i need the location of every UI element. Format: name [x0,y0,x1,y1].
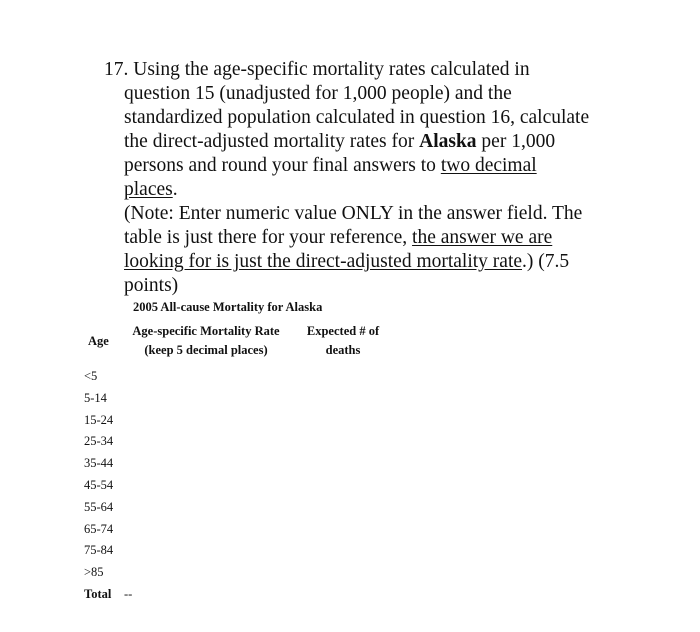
age-row-label: <5 [84,369,98,383]
note-line: (Note: Enter numeric value ONLY in the answer field. The [124,203,583,224]
question-text-segment: persons and round your final answers to [124,155,441,176]
age-row-label: 75-84 [84,543,114,558]
age-rows [84,366,133,606]
column-header-age: Age [88,334,109,348]
rounding-instruction-end: places [124,179,173,200]
age-row-label: 5-14 [84,390,107,405]
question-line: 17. Using the age-specific mortality rates calculated in [104,59,530,80]
total-row [84,584,133,606]
question-line [104,154,644,178]
question-line [104,130,644,154]
rounding-instruction: two decimal [440,155,537,176]
table-title: 2005 All-cause Mortality for Alaska [133,300,323,314]
column-header-rate [118,322,294,360]
question-line: standardized population calculated in question 16, calculate [124,107,590,128]
age-row-label: 55-64 [84,499,114,514]
age-row-label: >85 [84,565,104,580]
age-row-label: 65-74 [84,521,114,536]
column-header-expected-line: deaths [325,343,361,357]
note-line [104,250,644,274]
age-row-label: 35-44 [84,456,114,471]
age-row-label: 25-34 [84,434,114,449]
question-line: question 15 (unadjusted for 1,000 people) and the [124,83,512,104]
total-label: Total [84,586,112,601]
question-text [104,58,644,298]
column-header-expected-line: Expected # of [306,324,380,338]
age-row-label: 15-24 [84,412,114,427]
note-text-segment: table is just there for your reference, [124,227,413,248]
total-value: -- [124,586,133,601]
question-text-segment: . [172,179,178,200]
note-line: points) [124,275,179,296]
column-header-rate-line: Age-specific Mortality Rate [132,324,280,338]
note-text-segment: .) (7.5 [522,251,570,272]
question-text-segment: per 1,000 [476,131,556,152]
answer-emphasis-end: looking for is just the direct-adjusted mortality rate [124,251,523,272]
note-line [104,226,644,250]
state-name: Alaska [419,131,477,152]
answer-emphasis: the answer we are [412,227,553,248]
column-header-rate-line: (keep 5 decimal places) [144,343,268,357]
column-header-expected [298,322,388,360]
question-line [104,178,644,202]
question-text-segment: the direct-adjusted mortality rates for [124,131,420,152]
age-row-label: 45-54 [84,477,114,492]
